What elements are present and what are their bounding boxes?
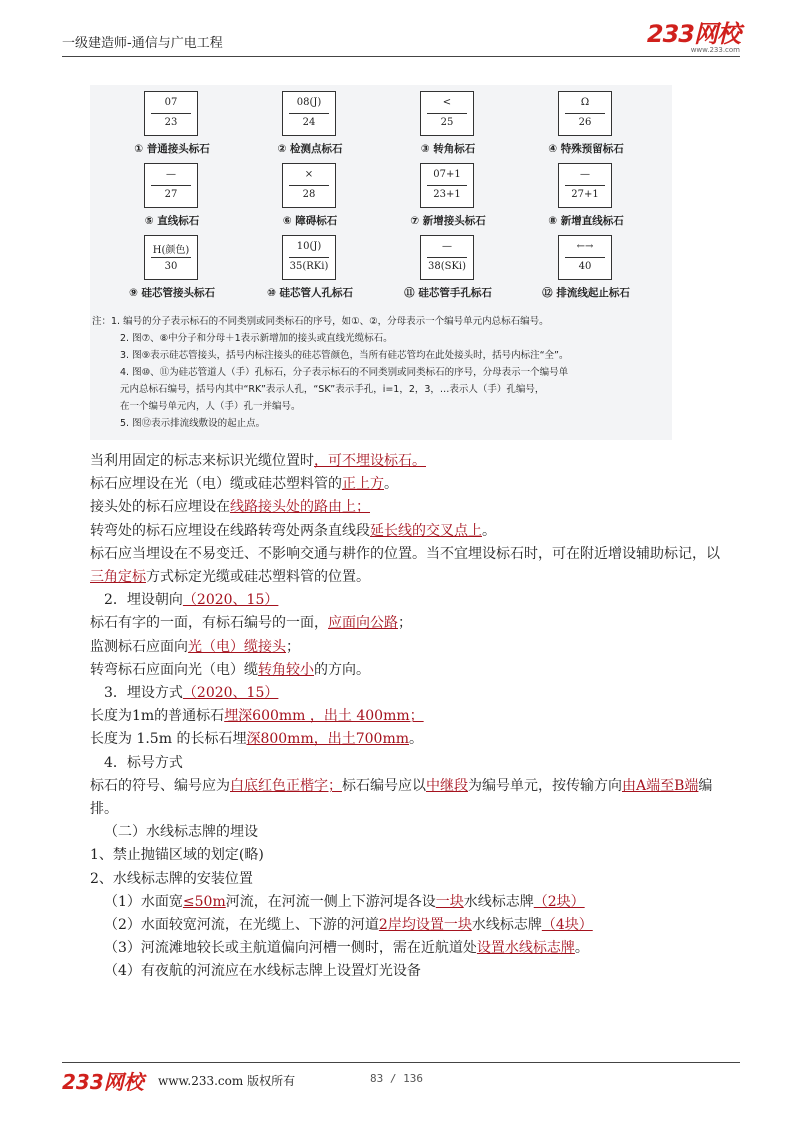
symbol-caption: ⑦ 新增接头标石 (410, 215, 486, 227)
note-line: 5. 图⑫表示排流线敷设的起止点。 (120, 418, 266, 429)
symbol-denominator: 23 (164, 117, 178, 128)
text: 2．埋设朝向 (104, 592, 183, 609)
paragraph (90, 612, 720, 635)
symbol-denominator: 27 (164, 189, 178, 200)
highlight: ≤50m (182, 893, 226, 910)
symbol-numerator: Ω (580, 97, 590, 108)
symbol-caption: ④ 特殊预留标石 (548, 143, 624, 155)
section-heading: 4．标号方式 (104, 754, 183, 771)
highlight: （4块） (541, 917, 593, 934)
symbol-denominator: 40 (578, 261, 592, 272)
note-line: 注：1. 编号的分子表示标石的不同类别或同类标石的序号，如①、②，分母表示一个编号单元内总标石编号。 (92, 316, 549, 327)
section-heading (90, 682, 720, 705)
symbol-box (558, 91, 612, 136)
symbol-box (282, 163, 336, 208)
symbol-denominator: 35(RKi) (289, 261, 329, 272)
text: 。 (574, 940, 589, 957)
text: 水线标志牌 (463, 893, 534, 910)
symbol-numerator: × (304, 169, 314, 180)
header-divider (62, 56, 740, 57)
symbol-denominator: 26 (578, 117, 592, 128)
document-title: 一级建造师-通信与广电工程 (62, 36, 223, 51)
symbol-denominator: 38(SKi) (427, 261, 467, 272)
text: （2）水面较宽河流，在光缆上、下游的河道 (104, 917, 379, 934)
symbol-numerator: 07 (164, 97, 178, 108)
note-line: 2. 图⑦、⑧中分子和分母＋1表示新增加的接头或直线光缆标石。 (120, 333, 393, 344)
text: 长度为1m的普通标石 (90, 708, 225, 725)
fraction-line (427, 185, 467, 186)
symbol-box (144, 91, 198, 136)
fraction-line (151, 257, 191, 258)
text: 方式标定光缆或硅芯塑料管的位置。 (146, 569, 370, 586)
paragraph (90, 496, 720, 519)
body-text (90, 450, 720, 984)
list-item: （4）有夜航的河流应在水线标志牌上设置灯光设备 (104, 963, 421, 980)
text: 监测标石应面向 (90, 638, 188, 655)
symbol-numerator: — (166, 169, 176, 180)
section-heading (90, 589, 720, 612)
symbol-caption: ⑩ 硅芯管人孔标石 (266, 287, 354, 299)
symbol-box (420, 163, 474, 208)
note-line: 4. 图⑩、⑪为硅芯管道人（手）孔标石，分子表示标石的不同类别或同类标石的序号，分母表示一个编号单 (120, 367, 569, 378)
text: 。 (482, 522, 496, 539)
logo-url: www.233.com (690, 46, 740, 54)
symbol-caption: ⑫ 排流线起止标石 (542, 287, 630, 299)
text: 。 (384, 476, 398, 493)
symbol-numerator: 10(J) (296, 241, 322, 252)
symbol-denominator: 30 (164, 261, 178, 272)
highlight: 光（电）缆接头 (188, 638, 286, 655)
symbol-box (282, 235, 336, 280)
paragraph (90, 775, 720, 821)
symbol-denominator: 23+1 (433, 189, 461, 200)
footer-logo[interactable]: 233网校 (62, 1070, 144, 1094)
page-number: 83 / 136 (370, 1072, 423, 1085)
section-heading: （二）水线标志牌的埋设 (104, 824, 258, 841)
symbol-caption: ⑪ 硅芯管手孔标石 (404, 287, 492, 299)
highlight: 中继段 (426, 777, 468, 794)
highlight: （2块） (533, 893, 585, 910)
paragraph (90, 728, 720, 751)
text: 标石编号应以 (342, 777, 426, 794)
text: 转弯处的标石应埋设在线路转弯处两条直线段 (90, 522, 370, 539)
paragraph (90, 543, 720, 589)
text: 3．埋设方式 (104, 685, 183, 702)
highlight: 由A端至B端 (622, 777, 699, 794)
text: 标石应埋设在光（电）缆或硅芯塑料管的 (90, 476, 342, 493)
highlight: 一块 (435, 893, 464, 910)
text: 接头处的标石应埋设在 (90, 499, 230, 516)
figure-notes (92, 313, 670, 432)
symbol-box (558, 163, 612, 208)
paragraph (90, 473, 720, 496)
symbol-box (558, 235, 612, 280)
text: （1）水面宽 (104, 893, 183, 910)
paragraph (90, 520, 720, 543)
text: 的方向。 (314, 661, 370, 678)
text: 标石应当埋设在不易变迁、不影响交通与耕作的位置。当不宜埋设标石时，可在附近增设辅助标记，以 (90, 545, 720, 562)
highlight: 线路接头处的路由上； (230, 499, 370, 516)
symbol-numerator: — (442, 241, 452, 252)
highlight: 三角定标 (90, 569, 146, 586)
list-item (90, 914, 720, 937)
highlight: （2020、15） (182, 592, 279, 609)
symbol-numerator: 07+1 (433, 169, 461, 180)
symbol-caption: ③ 转角标石 (420, 143, 476, 155)
text: 长度为 1.5m 的长标石埋 (90, 731, 247, 748)
text: 为编号单元，按传输方向 (468, 777, 622, 794)
symbol-denominator: 25 (440, 117, 454, 128)
symbol-numerator: H(颜色) (152, 245, 190, 256)
text: 水线标志牌 (471, 917, 542, 934)
fraction-line (151, 113, 191, 114)
fraction-line (289, 113, 329, 114)
symbol-caption: ⑥ 障碍标石 (282, 215, 338, 227)
symbol-denominator: 24 (302, 117, 316, 128)
paragraph (90, 659, 720, 682)
text: 转弯标石应面向光（电）缆 (90, 661, 258, 678)
paragraph (90, 450, 720, 473)
text: 。 (409, 731, 423, 748)
note-line: 元内总标石编号，括号内其中“RK”表示人孔，“SK”表示手孔，i=1，2，3，…表示人（手）孔编号， (120, 384, 545, 395)
text: 编排。 (90, 777, 713, 818)
highlight: 正上方 (342, 476, 384, 493)
highlight: 延长线的交叉点上 (370, 522, 482, 539)
footer-divider (62, 1062, 740, 1063)
symbol-caption: ① 普通接头标石 (134, 143, 210, 155)
highlight: ，可不埋设标石。 (314, 453, 426, 469)
highlight: 设置水线标志牌 (476, 940, 575, 957)
fraction-line (565, 257, 605, 258)
symbol-caption: ② 检测点标石 (277, 143, 343, 155)
list-item (90, 937, 720, 960)
highlight: 埋深600mm ，出土 400mm； (224, 708, 424, 725)
symbol-box (144, 235, 198, 280)
highlight: 应面向公路 (328, 615, 398, 632)
note-line: 3. 图⑨表示硅芯管接头，括号内标注接头的硅芯管颜色，当所有硅芯管均在此处接头时，括号内标注“全”。 (120, 350, 569, 361)
symbol-box (420, 91, 474, 136)
symbol-box (144, 163, 198, 208)
fraction-line (565, 113, 605, 114)
fraction-line (151, 185, 191, 186)
symbol-numerator: ←→ (576, 241, 594, 252)
symbol-caption: ⑨ 硅芯管接头标石 (128, 287, 216, 299)
paragraph (90, 705, 720, 728)
symbol-numerator: — (580, 169, 590, 180)
marker-stone-figure (90, 85, 672, 440)
brand-logo[interactable] (647, 22, 740, 54)
text: 标石的符号、编号应为 (90, 777, 230, 794)
fraction-line (565, 185, 605, 186)
text: （3）河流滩地较长或主航道偏向河槽一侧时，需在近航道处 (104, 940, 477, 957)
footer-copyright: www.233.com 版权所有 (158, 1074, 296, 1088)
symbol-caption: ⑤ 直线标石 (144, 215, 200, 227)
symbol-box (420, 235, 474, 280)
text: 河流，在河流一侧上下游河堤各设 (225, 893, 436, 910)
fraction-line (289, 257, 329, 258)
note-line: 在一个编号单元内，人（手）孔一并编号。 (120, 401, 301, 412)
symbol-box (282, 91, 336, 136)
paragraph (90, 636, 720, 659)
text: ； (398, 615, 412, 632)
list-item (90, 891, 720, 914)
text: 当利用固定的标志来标识光缆位置时 (90, 453, 314, 469)
highlight: 深800mm，出土700mm (246, 731, 409, 748)
highlight: 转角较小 (258, 661, 314, 678)
paragraph: 2、水线标志牌的安装位置 (90, 870, 253, 887)
fraction-line (427, 257, 467, 258)
fraction-line (427, 113, 467, 114)
symbol-denominator: 27+1 (571, 189, 599, 200)
symbol-caption: ⑧ 新增直线标石 (548, 215, 624, 227)
highlight: 白底红色正楷字； (230, 777, 342, 794)
fraction-line (289, 185, 329, 186)
symbol-numerator: < (442, 97, 452, 108)
symbol-numerator: 08(J) (296, 97, 322, 108)
logo-wordmark: 233网校 (646, 20, 740, 48)
highlight: （2020、15） (182, 685, 279, 702)
text: 标石有字的一面，有标石编号的一面， (90, 615, 328, 632)
symbol-denominator: 28 (302, 189, 316, 200)
paragraph: 1、禁止抛锚区域的划定(略) (90, 847, 264, 864)
text: ； (286, 638, 300, 655)
highlight: 2岸均设置一块 (378, 917, 472, 934)
